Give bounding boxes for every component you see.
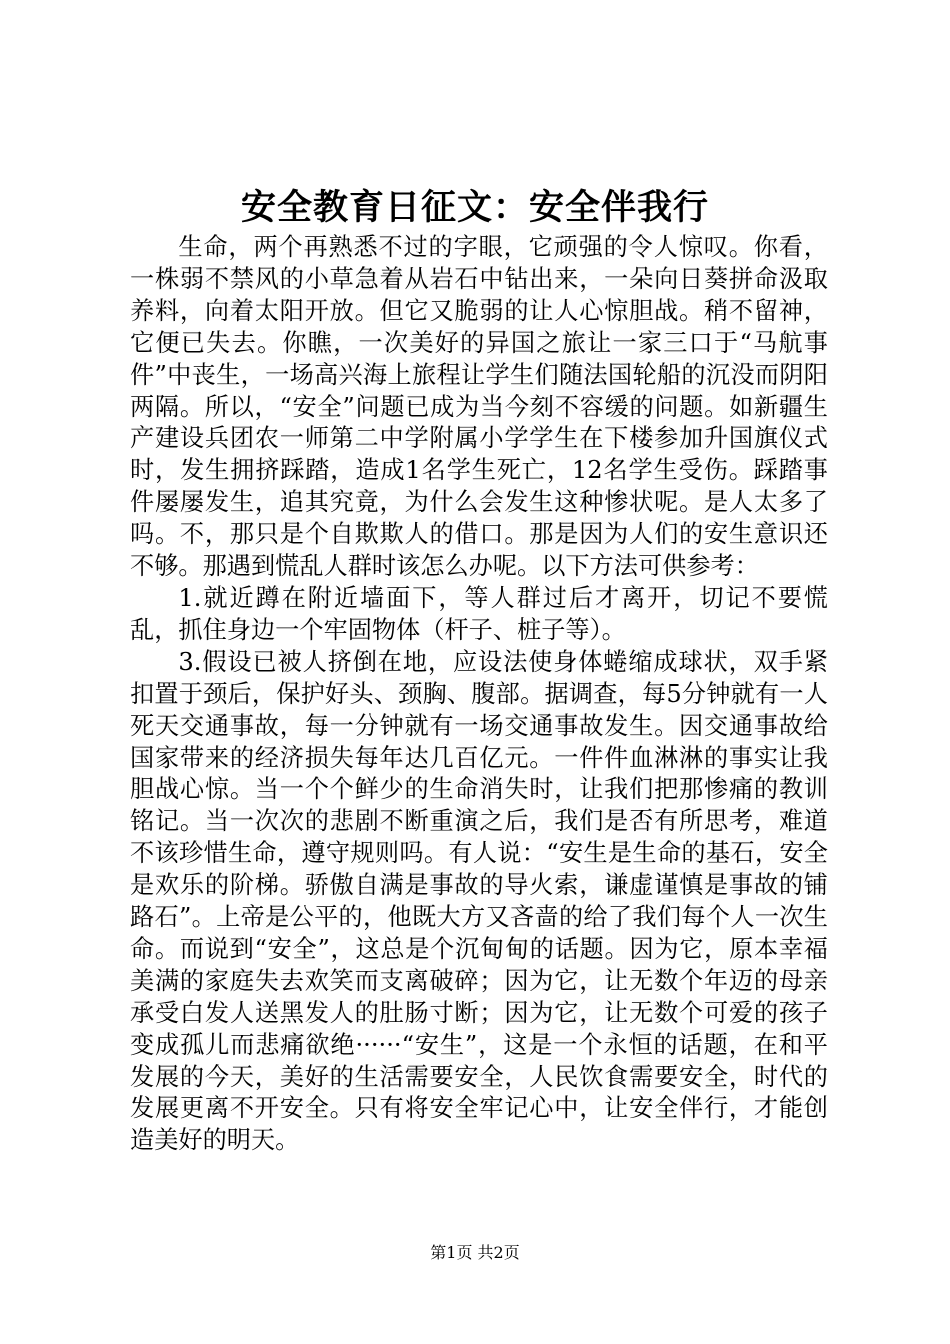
paragraph: 3.假设已被人挤倒在地，应设法使身体蜷缩成球状，双手紧扣置于颈后，保护好头、颈胸、腹部。据调查，每5分钟就有一人死天交通事故，每一分钟就有一场交通事故发生。因交通事故给国家带来的经济损失每年达几百亿元。一件件血淋淋的事实让我胆战心惊。当一个个鲜少的生命消失时，让我们把那惨痛的教训铭记。当一次次的悲剧不断重演之后，我们是否有所思考，难道不该珍惜生命，遵守规则吗。有人说：“安生是生命的基石，安全是欢乐的阶梯。骄傲自满是事故的导火索，谦虚谨慎是事故的铺路石”。上帝是公平的，他既大方又吝啬的给了我们每个人一次生命。而说到“安全”，这总是个沉甸甸的话题。因为它，原本幸福美满的家庭失去欢笑而支离破碎；因为它，让无数个年迈的母亲承受白发人送黑发人的肚肠寸断；因为它，让无数个可爱的孩子变成孤儿而悲痛欲绝······“安生”，这是一个永恒的话题，在和平发展的今天，美好的生活需要安全，人民饮食需要安全，时代的发展更离不开安全。只有将安全牢记心中，让安全伴行，才能创造美好的明天。 <box>130 647 828 1155</box>
document-title: 安全教育日征文：安全伴我行 <box>240 187 709 228</box>
page-number-footer: 第1页 共2页 <box>430 1243 520 1262</box>
paragraph: 生命，两个再熟悉不过的字眼，它顽强的令人惊叹。你看，一株弱不禁风的小草急着从岩石中钻出来，一朵向日葵拼命汲取养料，向着太阳开放。但它又脆弱的让人心惊胆战。稍不留神，它便已失去。你瞧，一次美好的异国之旅让一家三口于“马航事件”中丧生，一场高兴海上旅程让学生们随法国轮船的沉没而阴阳两隔。所以，“安全”问题已成为当今刻不容缓的问题。如新疆生产建设兵团农一师第二中学附属小学学生在下楼参加升国旗仪式时，发生拥挤踩踏，造成1名学生死亡，12名学生受伤。踩踏事件屡屡发生，追其究竟，为什么会发生这种惨状呢。是人太多了吗。不，那只是个自欺欺人的借口。那是因为人们的安生意识还不够。那遇到慌乱人群时该怎么办呢。以下方法可供参考： <box>130 233 828 581</box>
document-body <box>130 232 828 1157</box>
paragraph: 1.就近蹲在附近墙面下，等人群过后才离开，切记不要慌乱，抓住身边一个牢固物体（杆子、桩子等）。 <box>130 583 828 644</box>
